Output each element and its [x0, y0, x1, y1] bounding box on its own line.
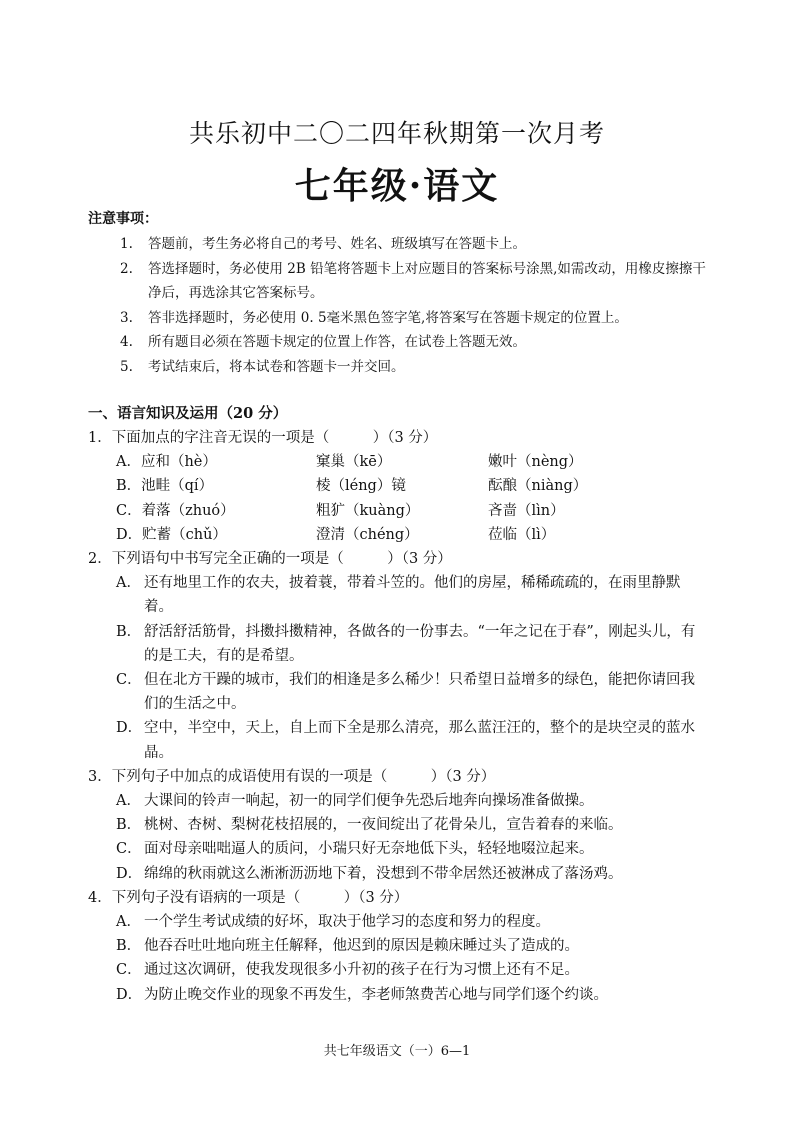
notice-num: 4.: [120, 334, 133, 350]
option-label: C．: [116, 841, 142, 858]
question-stem: 2．下列语句中书写完全正确的一项是（ ）（3 分）: [88, 551, 452, 568]
notice-text: 考试结束后，将本试卷和答题卡一并交回。: [148, 358, 405, 375]
option-text: 桃树、杏树、梨树花枝招展的，一夜间绽出了花骨朵儿，宣告着春的来临。: [144, 817, 623, 834]
option: [88, 910, 708, 934]
option-text: 但在北方干躁的城市，我们的相逢是多么稀少！只希望日益增多的绿色，能把你请回我们的生活之中。: [144, 672, 695, 713]
notice-item: [120, 257, 710, 306]
question-stem: 3．下列句子中加点的成语使用有误的一项是（ ）（3 分）: [88, 768, 496, 785]
option-text: 一个学生考试成绩的好坏，取决于他学习的态度和努力的程度。: [144, 914, 550, 931]
notice-heading: 注意事项：: [88, 211, 158, 227]
option-cell: 嫩叶（nèng）: [488, 454, 583, 471]
option-cell: C．着落（zhuó）: [116, 502, 235, 519]
option-text: 舒活舒活筋骨，抖擞抖擞精神，各做各的一份事去。“一年之记在于春”，刚起头儿，有的是工夫，有的是希望。: [144, 623, 696, 664]
option-text: 绵绵的秋雨就这么淅淅沥沥地下着，没想到不带伞居然还被淋成了落汤鸡。: [144, 865, 623, 882]
option: [88, 571, 708, 619]
option-text: 还有地里工作的农夫，披着蓑，带着斗笠的。他们的房屋，稀稀疏疏的，在雨里静默着。: [144, 575, 681, 616]
option-cell: D．贮蓄（chǔ）: [116, 526, 227, 543]
option-text: 他吞吞吐吐地向班主任解释，他迟到的原因是赖床睡过头了造成的。: [144, 938, 579, 955]
option: [88, 716, 708, 764]
option-cell: 粗犷（kuàng）: [316, 502, 420, 519]
questions: [88, 426, 708, 1007]
notice-text: 所有题目必须在答题卡规定的位置上作答，在试卷上答题无效。: [148, 334, 526, 350]
option-cell: 窠巢（kē）: [316, 454, 392, 471]
notice-num: 2.: [120, 260, 133, 277]
option-cell: 吝啬（lìn）: [488, 502, 565, 519]
option: [88, 934, 708, 958]
notice-text: 答题前，考生务必将自己的考号、姓名、班级填写在答题卡上。: [148, 236, 526, 252]
notice-num: 3.: [120, 309, 133, 326]
option: [88, 983, 708, 1007]
question-stem: 4．下列句子没有语病的一项是（ ）（3 分）: [88, 889, 409, 906]
notice-item: [120, 306, 710, 331]
option-label: C．: [116, 962, 142, 979]
option-label: D．: [116, 720, 143, 737]
option-cell: 棱（léng）镜: [316, 478, 406, 495]
option: [88, 789, 708, 813]
page-footer: 共七年级语文（一）6—1: [323, 1044, 471, 1059]
option-text: 面对母亲咄咄逼人的质问，小瑞只好无奈地低下头，轻轻地啜泣起来。: [144, 841, 594, 858]
option: [88, 620, 708, 668]
option-label: A．: [116, 793, 141, 810]
option-cell: A．应和（hè）: [116, 454, 217, 471]
option-text: 通过这次调研，使我发现很多小升初的孩子在行为习惯上还有不足。: [144, 962, 579, 979]
option: [88, 837, 708, 861]
notice-text: 答非选择题时，务必使用 0. 5毫米黑色签字笔,将答案写在答题卡规定的位置上。: [148, 309, 628, 326]
option-label: A．: [116, 914, 141, 931]
notice-item: [120, 355, 710, 380]
option: [88, 862, 708, 886]
option-text: 为防止晚交作业的现象不再发生，李老师煞费苦心地与同学们逐个约谈。: [144, 986, 608, 1003]
option-label: B．: [116, 623, 142, 640]
option: [88, 958, 708, 982]
notice-num: 1.: [120, 236, 133, 252]
option-label: A．: [116, 575, 141, 592]
option-cell: 澄清（chéng）: [316, 526, 419, 543]
notice-list: [120, 232, 710, 379]
option: [88, 813, 708, 837]
notice-item: [120, 330, 710, 355]
option: [88, 668, 708, 716]
section-heading: 一、语言知识及运用（20 分）: [88, 405, 288, 422]
option-cell: 莅临（lì）: [488, 526, 556, 543]
option-cell: 酝酿（niàng）: [488, 478, 588, 495]
exam-title: 共乐初中二〇二四年秋期第一次月考: [188, 119, 605, 148]
notice-num: 5.: [120, 358, 133, 375]
option-text: 大课间的铃声一响起，初一的同学们便争先恐后地奔向操场准备做操。: [144, 793, 594, 810]
option-label: D．: [116, 865, 143, 882]
option-label: C．: [116, 672, 142, 689]
option-text: 空中，半空中，天上，自上而下全是那么清亮，那么蓝汪汪的，整个的是块空灵的蓝水晶。: [144, 720, 695, 761]
q1-options: [88, 450, 708, 547]
question-stem: 1．下面加点的字注音无误的一项是（ ）（3 分）: [88, 430, 438, 446]
option-cell: B．池畦（qí）: [116, 478, 214, 495]
option-label: D．: [116, 986, 143, 1003]
exam-subtitle: 七年级·语文: [294, 165, 500, 207]
option-label: B．: [116, 938, 142, 955]
notice-text: 答选择题时，务必使用 2B 铅笔将答题卡上对应题目的答案标号涂黑,如需改动，用橡皮擦擦干净后，再选涂其它答案标号。: [148, 260, 706, 301]
notice-item: [120, 232, 710, 257]
option-label: B．: [116, 817, 142, 834]
